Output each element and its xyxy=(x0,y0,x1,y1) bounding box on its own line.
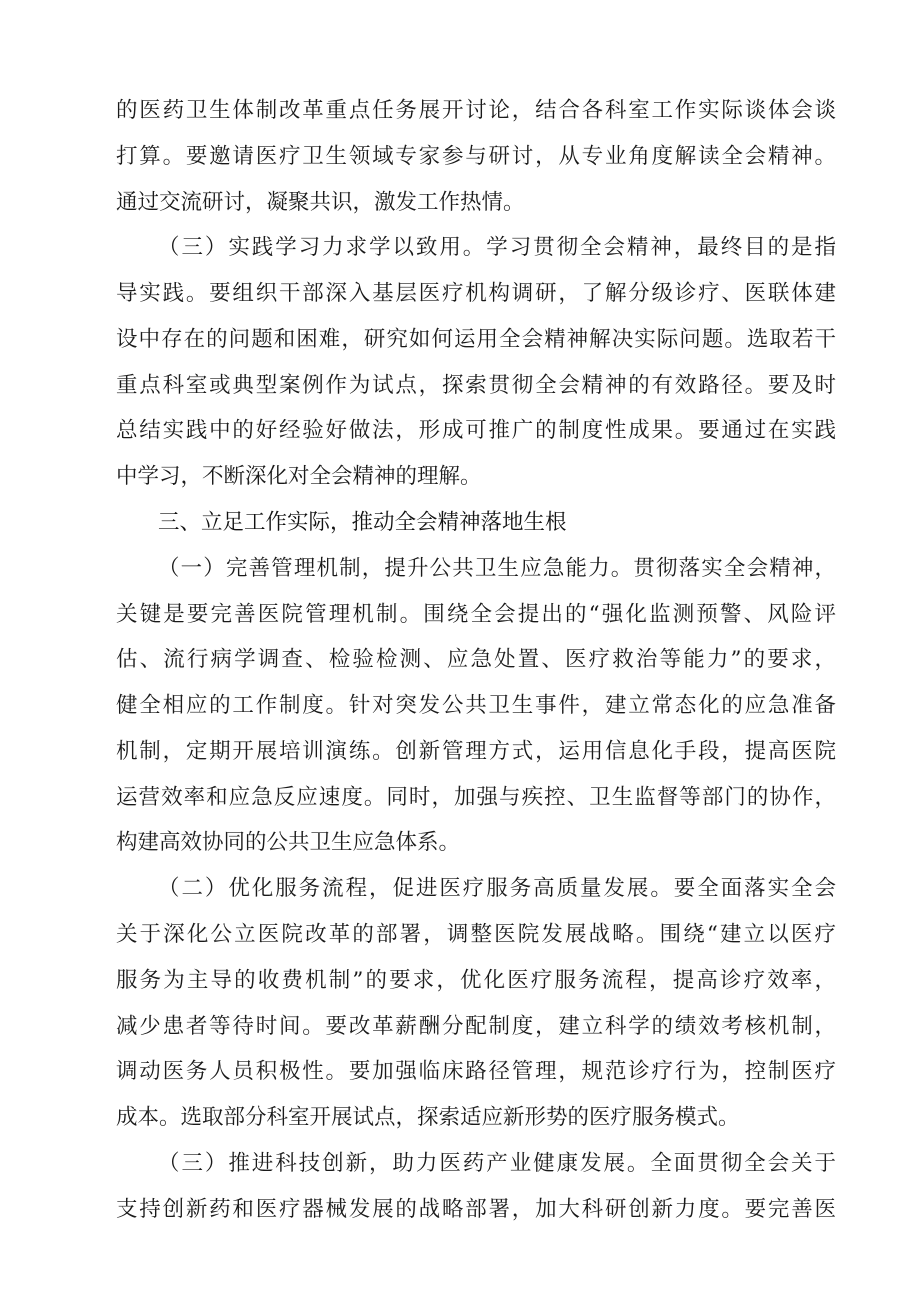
text-line: 关键是要完善医院管理机制。围绕全会提出的“强化监测预警、风险评 xyxy=(116,602,836,627)
text-line: 机制，定期开展培训演练。创新管理方式，运用信息化手段，提高医院 xyxy=(116,739,836,764)
text-line: 打算。要邀请医疗卫生领域专家参与研讨，从专业角度解读全会精神。 xyxy=(116,144,836,169)
section-heading: 三、立足工作实际，推动全会精神落地生根 xyxy=(158,510,567,535)
text-line: 中学习，不断深化对全会精神的理解。 xyxy=(116,464,482,489)
text-line: 减少患者等待时间。要改革薪酬分配制度，建立科学的绩效考核机制， xyxy=(116,1014,836,1039)
text-line: 服务为主导的收费机制”的要求，优化医疗服务流程，提高诊疗效率， xyxy=(116,968,836,993)
paragraph-start-line: （二）优化服务流程，促进医疗服务高质量发展。要全面落实全会 xyxy=(158,876,836,901)
text-line: 关于深化公立医院改革的部署，调整医院发展战略。围绕“建立以医疗 xyxy=(116,922,836,947)
text-line: 调动医务人员积极性。要加强临床路径管理，规范诊疗行为，控制医疗 xyxy=(116,1059,836,1084)
text-line: 成本。选取部分科室开展试点，探索适应新形势的医疗服务模式。 xyxy=(116,1105,740,1130)
paragraph-start-line: （三）推进科技创新，助力医药产业健康发展。全面贯彻全会关于 xyxy=(158,1151,836,1176)
text-line: 支持创新药和医疗器械发展的战略部署，加大科研创新力度。要完善医 xyxy=(116,1197,836,1222)
text-line: 健全相应的工作制度。针对突发公共卫生事件，建立常态化的应急准备 xyxy=(116,693,836,718)
paragraph-start-line: （三）实践学习力求学以致用。学习贯彻全会精神，最终目的是指 xyxy=(158,235,836,260)
text-line: 设中存在的问题和困难，研究如何运用全会精神解决实际问题。选取若干 xyxy=(116,327,836,352)
paragraph-start-line: （一）完善管理机制，提升公共卫生应急能力。贯彻落实全会精神， xyxy=(158,556,836,581)
text-line: 构建高效协同的公共卫生应急体系。 xyxy=(116,830,461,855)
text-line: 重点科室或典型案例作为试点，探索贯彻全会精神的有效路径。要及时 xyxy=(116,373,836,398)
text-line: 的医药卫生体制改革重点任务展开讨论，结合各科室工作实际谈体会谈 xyxy=(116,98,836,123)
text-line: 总结实践中的好经验好做法，形成可推广的制度性成果。要通过在实践 xyxy=(116,418,836,443)
text-line: 估、流行病学调查、检验检测、应急处置、医疗救治等能力”的要求， xyxy=(116,647,836,672)
text-line: 通过交流研讨，凝聚共识，激发工作热情。 xyxy=(116,190,525,215)
text-line: 导实践。要组织干部深入基层医疗机构调研，了解分级诊疗、医联体建 xyxy=(116,281,836,306)
text-line: 运营效率和应急反应速度。同时，加强与疾控、卫生监督等部门的协作， xyxy=(116,785,836,810)
